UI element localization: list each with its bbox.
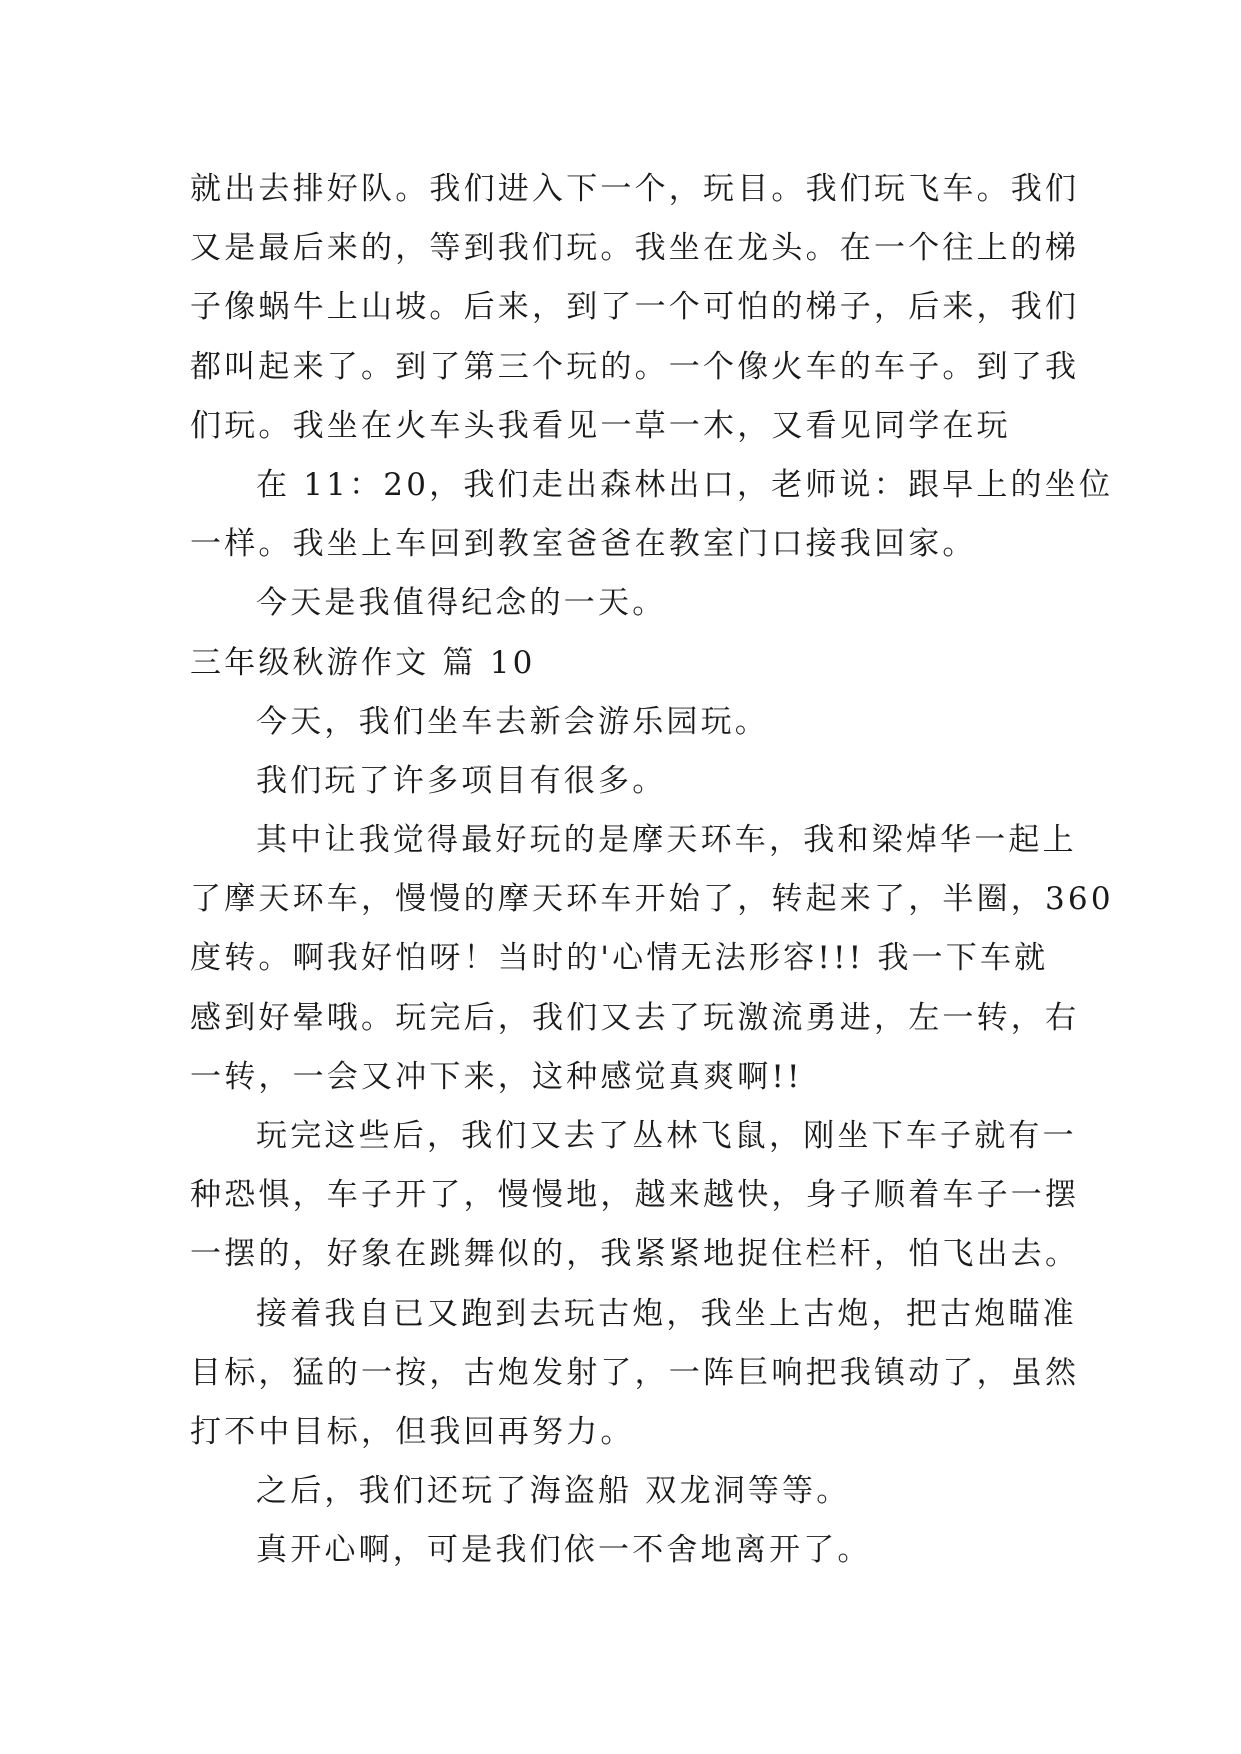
paragraph-line: 打不中目标，但我回再努力。 [190,1413,635,1450]
paragraph-line: 今天，我们坐车去新会游乐园玩。 [256,703,769,740]
paragraph-line: 都叫起来了。到了第三个玩的。一个像火车的车子。到了我 [190,348,1080,385]
paragraph-line: 目标，猛的一按，古炮发射了，一阵巨响把我镇动了，虽然 [190,1354,1080,1391]
section-heading: 三年级秋游作文 篇 10 [190,644,536,681]
paragraph-line: 了摩天环车，慢慢的摩天环车开始了，转起来了，半圈，360 [190,881,1114,918]
paragraph-line: 子像蜗牛上山坡。后来，到了一个可怕的梯子，后来，我们 [190,289,1080,326]
paragraph-line: 又是最后来的，等到我们玩。我坐在龙头。在一个往上的梯 [190,230,1080,267]
paragraph-line: 一摆的，好象在跳舞似的，我紧紧地捉住栏杆，怕飞出去。 [190,1236,1080,1273]
document-page [190,160,1114,1581]
paragraph-line: 种恐惧，车子开了，慢慢地，越来越快，身子顺着车子一摆 [190,1177,1080,1214]
paragraph-line: 我们玩了许多项目有很多。 [256,762,667,799]
paragraph-line: 真开心啊，可是我们依一不舍地离开了。 [256,1532,872,1569]
paragraph-line: 其中让我觉得最好玩的是摩天环车，我和梁焯华一起上 [256,822,1077,859]
paragraph-line: 感到好晕哦。玩完后，我们又去了玩激流勇进，左一转，右 [190,999,1080,1036]
paragraph-line: 在 11：20，我们走出森林出口，老师说：跟早上的坐位 [256,466,1114,503]
paragraph-line: 就出去排好队。我们进入下一个，玩目。我们玩飞车。我们 [190,171,1080,207]
paragraph-line: 之后，我们还玩了海盗船 双龙洞等等。 [256,1473,851,1510]
paragraph-line: 玩完这些后，我们又去了丛林飞鼠，刚坐下车子就有一 [256,1118,1077,1154]
paragraph-line: 一样。我坐上车回到教室爸爸在教室门口接我回家。 [190,526,977,563]
paragraph-line: 一转，一会又冲下来，这种感觉真爽啊!! [190,1058,803,1095]
paragraph-line: 度转。啊我好怕呀！当时的'心情无法形容!!! 我一下车就 [190,940,1049,977]
paragraph-line: 们玩。我坐在火车头我看见一草一木，又看见同学在玩 [190,407,1011,444]
paragraph-line: 今天是我值得纪念的一天。 [256,585,667,622]
paragraph-line: 接着我自已又跑到去玩古炮，我坐上古炮，把古炮瞄准 [256,1295,1077,1332]
